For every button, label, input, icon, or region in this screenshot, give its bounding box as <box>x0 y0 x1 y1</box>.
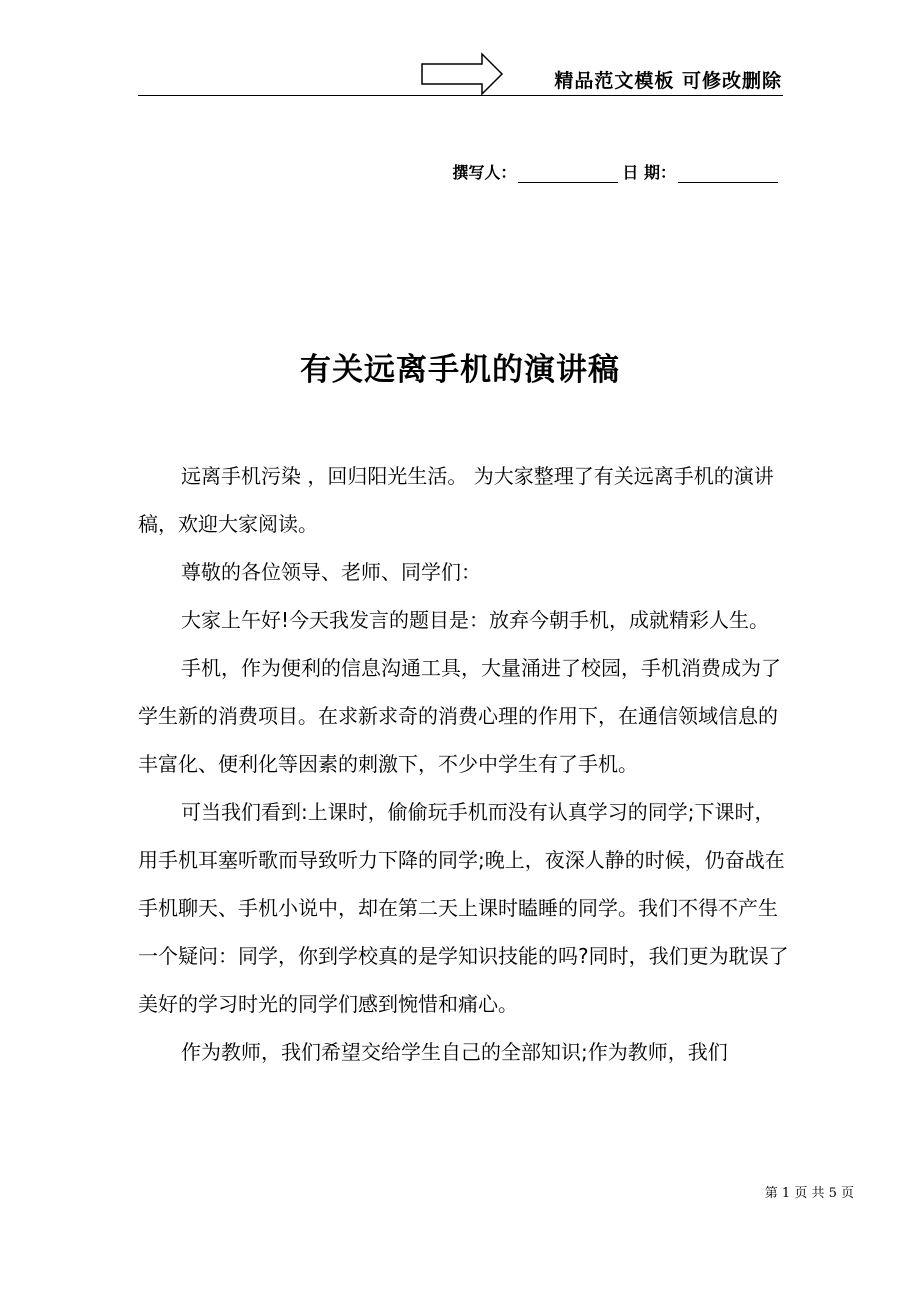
paragraph: 手机，作为便利的信息沟通工具，大量涌进了校园，手机消费成为了学生新的消费项目。在求新求奇的消费心理的作用下，在通信领域信息的丰富化、便利化等因素的刺激下，不少中学生有了手机。 <box>138 656 781 776</box>
author-date-row <box>452 160 782 183</box>
header-template-label: 精品范文模板 可修改删除 <box>554 70 782 92</box>
right-arrow-outline-icon <box>420 52 504 96</box>
paragraph: 大家上午好!今天我发言的题目是：放弃今朝手机，成就精彩人生。 <box>181 608 770 632</box>
paragraph: 尊敬的各位领导、老师、同学们： <box>181 560 481 584</box>
header-divider <box>138 95 783 96</box>
page-number-footer: 第 1 页 共 5 页 <box>764 1186 854 1201</box>
paragraph: 作为教师，我们希望交给学生自己的全部知识;作为教师，我们 <box>181 1040 728 1064</box>
paragraph: 远离手机污染 ，回归阳光生活。 为大家整理了有关远离手机的演讲稿，欢迎大家阅读。 <box>138 464 774 536</box>
document-body <box>138 452 790 1076</box>
paragraph: 可当我们看到:上课时，偷偷玩手机而没有认真学习的同学;下课时，用手机耳塞听歌而导致听力下降的同学;晚上，夜深人静的时候，仍奋战在手机聊天、手机小说中，却在第二天上课时瞌睡的同学。我们不得不产生一个疑问：同学，你到学校真的是学知识技能的吗?同时，我们更为耽误了美好的学习时光的同学们感到惋惜和痛心。 <box>138 800 789 1016</box>
date-label: 日 期： <box>622 163 676 182</box>
author-label: 撰写人： <box>452 163 517 182</box>
document-title: 有关远离手机的演讲稿 <box>300 352 620 388</box>
date-blank-line <box>678 164 778 183</box>
author-blank-line <box>518 164 618 183</box>
